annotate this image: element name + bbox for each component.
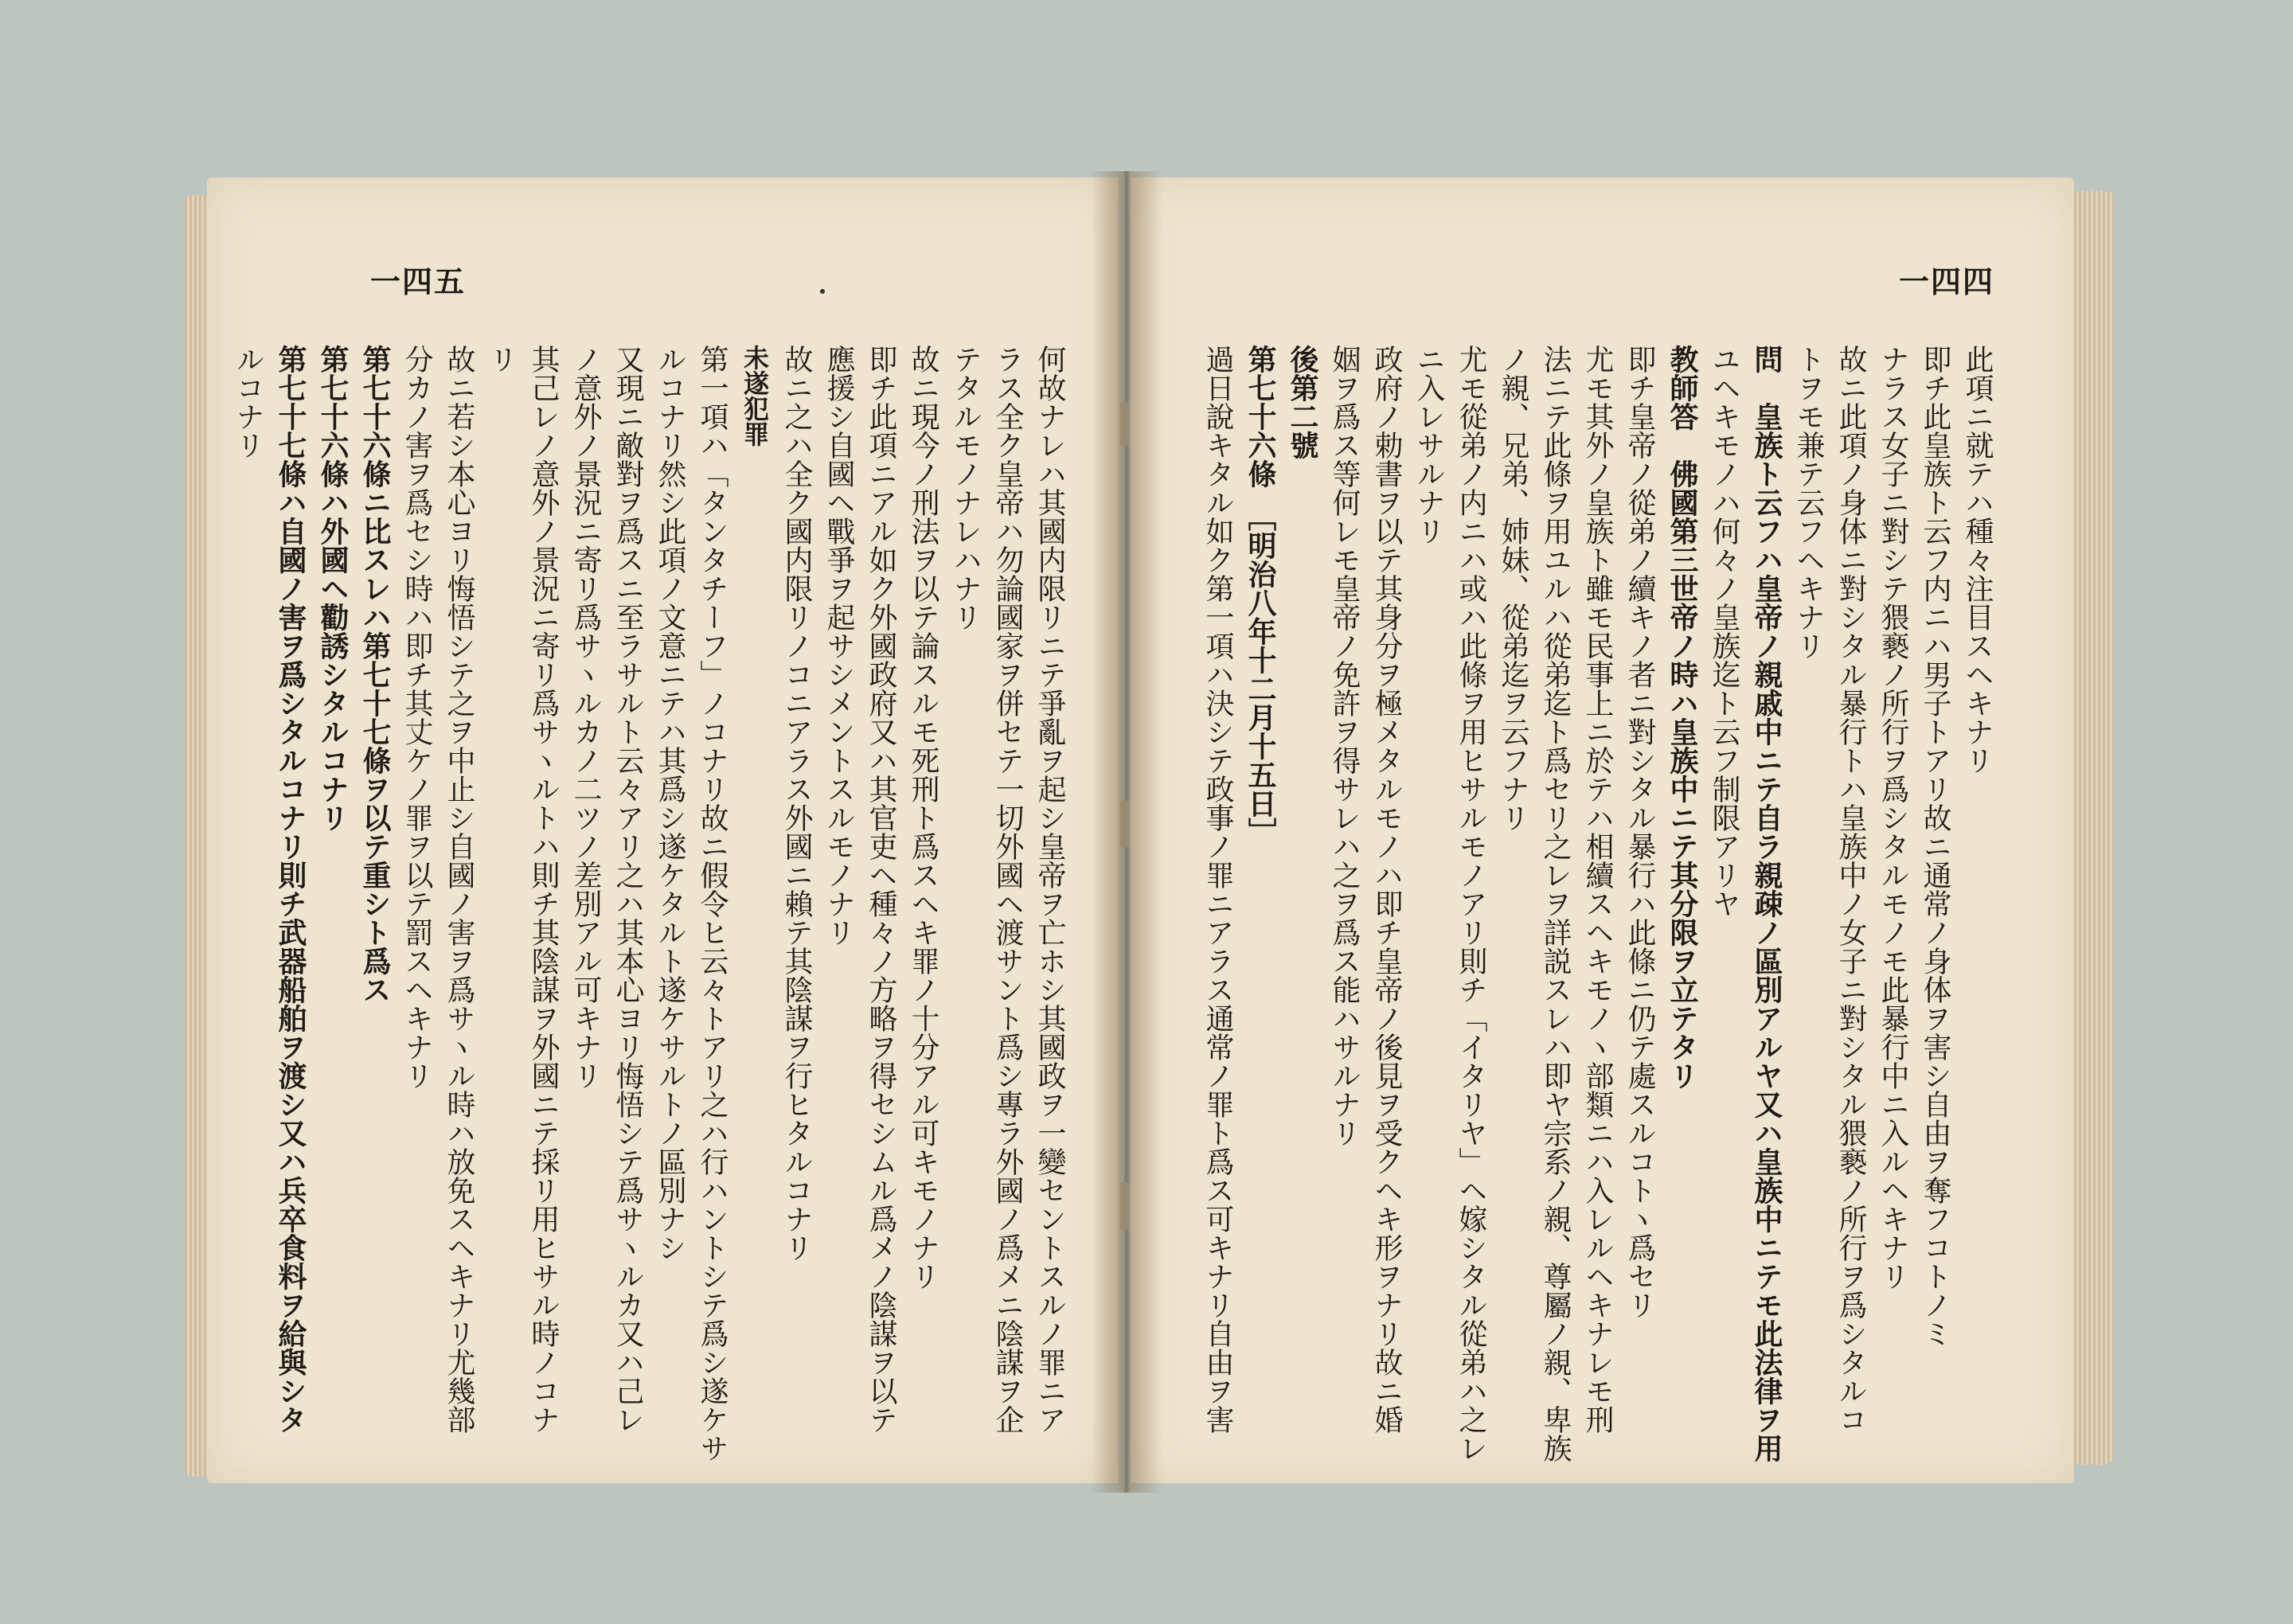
text-line: テタルモノナレハナリ — [949, 345, 982, 631]
text-line: 即チ此皇族ト云フ内ニハ男子トアリ故ニ通常ノ身体ヲ害シ自由ヲ奪フコトノミ — [1919, 345, 1951, 1348]
text-line: 其己レノ意外ノ景況ニ寄リ爲サヽルトハ則チ其陰謀ヲ外國ニテ採リ用ヒサル時ノコナ — [527, 345, 560, 1434]
text-line: 尤モ其外ノ皇族ト雖モ民事上ニ於テハ相續スヘキモノヽ部類ニハ入レルヘキナレモ刑 — [1581, 345, 1614, 1434]
text-line: 故ニ若シ本心ヨリ悔悟シテ之ヲ中止シ自國ノ害ヲ爲サヽル時ハ放免スヘキナリ尤幾部 — [443, 345, 475, 1434]
text-line: 故ニ此項ノ身体ニ對シタル暴行トハ皇族中ノ女子ニ對シタル猥褻ノ所行ヲ爲シタルコ — [1834, 345, 1867, 1434]
text-line: 故ニ之ハ全ク國内限リノコニアラス外國ニ賴テ其陰謀ヲ行ヒタルコナリ — [780, 345, 813, 1262]
text-line: 即チ皇帝ノ從弟ノ續キノ者ニ對シタル暴行ハ此條ニ仍テ處スルコトヽ爲セリ — [1623, 345, 1656, 1319]
text-line: 後第二號 — [1286, 345, 1319, 459]
page-number-right: 一四四 — [1898, 264, 1994, 299]
page-number-left: 一四五 — [370, 264, 467, 299]
text-line: 第七十六條ニ比スレハ第七十七條ヲ以テ重シト爲ス — [358, 345, 392, 1004]
text-line: 第七十六條 ［明治八年十二月十五日］ — [1244, 345, 1277, 846]
text-line: ユヘキモノハ何々ノ皇族迄ト云フ制限アリヤ — [1708, 345, 1740, 918]
left-page-text — [232, 345, 1071, 1462]
open-book — [175, 171, 2118, 1497]
text-line: ニ入レサルナリ — [1412, 345, 1445, 545]
text-line: 教師答 佛國第三世帝ノ時ハ皇族中ニテ其分限ヲ立テタリ — [1666, 345, 1699, 1090]
text-line: トヲモ兼テ云フヘキナリ — [1792, 345, 1825, 660]
text-line: 第七十七條ハ自國ノ害ヲ爲シタルコナリ則チ武器船舶ヲ渡シ又ハ兵卒食料ヲ給與シタ — [274, 345, 307, 1434]
text-line: 此項ニ就テハ種々注目スヘキナリ — [1961, 345, 1994, 775]
left-page — [207, 178, 1119, 1483]
text-line: 第七十六條ハ外國ヘ勸誘シタルコナリ — [316, 345, 350, 832]
text-line: ラス全ク皇帝ハ勿論國家ヲ併セテ一切外國ヘ渡サント爲シ專ラ外國ノ爲メニ陰謀ヲ企 — [991, 345, 1024, 1434]
print-mark — [820, 289, 825, 294]
text-line: ルコナリ然シ此項ノ文意ニテハ其爲シ遂ケタルト遂ケサルトノ區別ナシ — [654, 345, 686, 1262]
binding-stitch — [1120, 402, 1128, 446]
text-line: 即チ此項ニアル如ク外國政府又ハ其官吏ヘ種々ノ方略ヲ得セシムル爲メノ陰謀ヲ以テ — [865, 345, 897, 1434]
binding-stitch — [1120, 1182, 1128, 1230]
text-line: 第一項ハ「タンタチーフ」ノコナリ故ニ假令ヒ云々トアリ之ハ行ハントシテ爲シ遂ケサ — [696, 345, 729, 1462]
text-line: 政府ノ勅書ヲ以テ其身分ヲ極メタルモノハ即チ皇帝ノ後見ヲ受クヘキ形ヲナリ故ニ婚 — [1370, 345, 1403, 1434]
text-line: 分カノ害ヲ爲セシ時ハ即チ其丈ケノ罪ヲ以テ罰スヘキナリ — [400, 345, 433, 1090]
text-line: 姻ヲ爲ス等何レモ皇帝ノ免許ヲ得サレハ之ヲ爲ス能ハサルナリ — [1328, 345, 1361, 1147]
text-line: 問 皇族ト云フハ皇帝ノ親戚中ニテ自ラ親疎ノ區別アルヤ又ハ皇族中ニテモ此法律ヲ用 — [1750, 345, 1783, 1462]
right-page-text — [1201, 345, 1998, 1462]
text-line: 何故ナレハ其國内限リニテ爭亂ヲ起シ皇帝ヲ亡ホシ其國政ヲ一變セントスルノ罪ニア — [1033, 345, 1066, 1434]
text-line: ナラス女子ニ對シテ猥褻ノ所行ヲ爲シタルモノモ此暴行中ニ入ルヘキナリ — [1877, 345, 1909, 1290]
text-line: 應援シ自國ヘ戰爭ヲ起サシメントスルモノナリ — [822, 345, 855, 947]
text-line: ノ意外ノ景況ニ寄リ爲サヽルカノ二ツノ差別アル可キナリ — [569, 345, 602, 1090]
text-line: ルコナリ — [232, 345, 264, 459]
page-edges-right — [2074, 191, 2114, 1465]
text-line: ノ親、兄弟、姉妹、從弟迄ヲ云フナリ — [1497, 345, 1529, 832]
binding-stitch — [1120, 800, 1128, 848]
text-line: 尤モ從弟ノ内ニハ或ハ此條ヲ用ヒサルモノアリ則チ「イタリヤ」ヘ嫁シタル從弟ハ之レ — [1455, 345, 1487, 1462]
page-edges-left — [185, 195, 209, 1477]
text-line: 又現ニ敵對ヲ爲スニ至ラサルト云々アリ之ハ其本心ヨリ悔悟シテ爲サヽルカ又ハ己レ — [611, 345, 644, 1434]
text-line: 法ニテ此條ヲ用ユルハ從弟迄ト爲セリ之レヲ詳説スレハ即ヤ宗系ノ親、尊屬ノ親、卑族 — [1539, 345, 1572, 1462]
text-line: 過日說キタル如ク第一項ハ決シテ政事ノ罪ニアラス通常ノ罪ト爲ス可キナリ自由ヲ害 — [1201, 345, 1234, 1434]
right-page — [1131, 178, 2074, 1483]
text-line: リ — [485, 345, 518, 373]
inline-note: 未遂犯罪 — [740, 345, 770, 447]
text-line: 故ニ現今ノ刑法ヲ以テ論スルモ死刑ト爲スヘキ罪ノ十分アル可キモノナリ — [907, 345, 939, 1290]
